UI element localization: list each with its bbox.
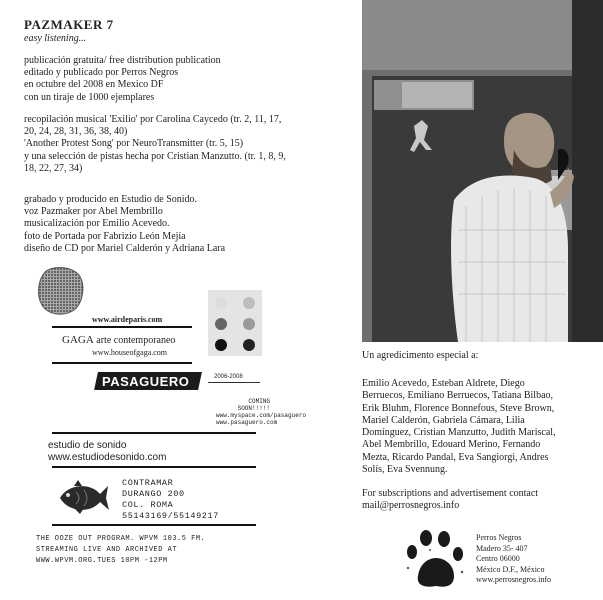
gaga-sponsor — [62, 334, 175, 346]
text-line: 20, 24, 28, 31, 36, 38, 40) — [24, 126, 128, 138]
pasaguero-years: 2006-2008 — [214, 374, 243, 380]
gaga-url[interactable]: www.houseofgaga.com — [92, 348, 168, 357]
radio-program — [36, 534, 205, 567]
address-block — [476, 533, 551, 586]
text-line: foto de Portada por Fabrizio León Mejía — [24, 230, 186, 242]
text-line[interactable]: WWW.WPVM.ORG.TUES 10PM -12PM — [36, 557, 168, 565]
text-line: Mariel Calderón, Gabriela Cámara, Lilia — [362, 414, 525, 426]
airdeparis-url[interactable]: www.airdeparis.com — [92, 315, 163, 324]
cover-photo — [362, 0, 603, 342]
page-title: PAZMAKER 7 — [24, 17, 114, 32]
text-line: STREAMING LIVE AND ARCHIVED AT — [36, 546, 178, 554]
publication-info — [24, 55, 354, 104]
contact-info — [362, 488, 538, 513]
text-line: voz Pazmaker por Abel Membrillo — [24, 206, 163, 218]
divider — [52, 326, 192, 328]
contramar-info — [122, 478, 219, 522]
production-credits — [24, 194, 354, 255]
text-line: recopilación musical 'Exilio' por Carolina Caycedo (tr. 2, 11, 17, — [24, 114, 282, 125]
text-line: Berruecos, Emiliano Berruecos, Tatiana Bilbao, — [362, 390, 554, 402]
pasaguero-info — [216, 398, 307, 426]
text-line: Centro 06000 — [476, 554, 520, 563]
page-subtitle: easy listening... — [24, 33, 87, 44]
divider — [52, 432, 256, 434]
gaga-dots-logo-icon — [208, 290, 262, 356]
text-line: México D.F., México — [476, 564, 545, 574]
text-line: Perros Negros — [476, 533, 522, 542]
text-line: en octubre del 2008 en Mexico DF — [24, 79, 164, 91]
text-line: Abel Membrillo, Edouard Merino, Fernando — [362, 439, 541, 451]
divider — [208, 382, 260, 383]
text-line: Mezta, Ricardo Pandal, Eva Sangiorgi, Andres — [362, 451, 549, 463]
text-line: THE OOZE OUT PROGRAM. WPVM 103.5 FM. — [36, 535, 206, 543]
text-line: Domínguez, Cristian Manzutto, Judith Mariscal, — [362, 427, 556, 439]
divider — [52, 362, 192, 364]
text-line: 18, 22, 27, 34) — [24, 162, 83, 174]
text-line: grabado y producido en Estudio de Sonido. — [24, 194, 198, 205]
text-line: con un tiraje de 1000 ejemplares — [24, 91, 155, 103]
text-line: COL. ROMA — [122, 500, 174, 510]
divider — [52, 524, 256, 526]
airdeparis-logo-icon — [36, 265, 86, 317]
text-line: publicación gratuita/ free distribution publication — [24, 55, 221, 66]
text-line[interactable]: www.pasaguero.com — [216, 419, 278, 426]
text-line: COMING SOON!!!!! — [237, 398, 270, 412]
text-line: Solís, Eva Svennung. — [362, 464, 448, 476]
acknowledgements-list — [362, 378, 556, 476]
gaga-tagline: arte contemporaneo — [96, 335, 176, 346]
paw-print-icon — [400, 528, 470, 590]
text-line: For subscriptions and advertisement contact — [362, 488, 539, 499]
man-on-phone-photo-icon — [362, 0, 603, 342]
pasaguero-logo: PASAGUERO — [102, 374, 190, 389]
text-line: CONTRAMAR — [122, 478, 174, 488]
text-line: Emilio Acevedo, Esteban Aldrete, Diego — [362, 378, 525, 389]
gaga-name: GAGA — [62, 334, 94, 346]
text-line: Erik Bluhm, Florence Bonnefous, Steve Brown, — [362, 402, 555, 414]
text-line: 55143169/55149217 — [122, 511, 219, 521]
divider — [52, 466, 256, 468]
text-line[interactable]: www.myspace.com/pasaguero — [216, 412, 307, 419]
text-line: diseño de CD por Mariel Calderón y Adriana Lara — [24, 242, 226, 254]
text-line: 'Another Protest Song' por NeuroTransmitter (tr. 5, 15) — [24, 138, 244, 150]
contact-email[interactable]: mail@perrosnegros.info — [362, 500, 460, 512]
estudio-url[interactable]: www.estudiodesonido.com — [48, 452, 167, 463]
text-line: musicalización por Emilio Acevedo. — [24, 218, 170, 230]
text-line: Madero 35- 407 — [476, 543, 528, 553]
text-line: editado y publicado por Perros Negros — [24, 67, 179, 79]
acknowledgements-heading: Un agredicimento especial a: — [362, 350, 479, 361]
text-line: DURANGO 200 — [122, 489, 185, 499]
text-line: y una selección de pistas hecha por Cristian Manzutto. (tr. 1, 8, 9, — [24, 150, 286, 162]
fish-icon — [56, 478, 110, 516]
address-url[interactable]: www.perrosnegros.info — [476, 575, 552, 584]
pasaguero-banner — [96, 372, 260, 400]
music-credits — [24, 114, 354, 175]
estudio-name: estudio de sonido — [48, 440, 127, 451]
